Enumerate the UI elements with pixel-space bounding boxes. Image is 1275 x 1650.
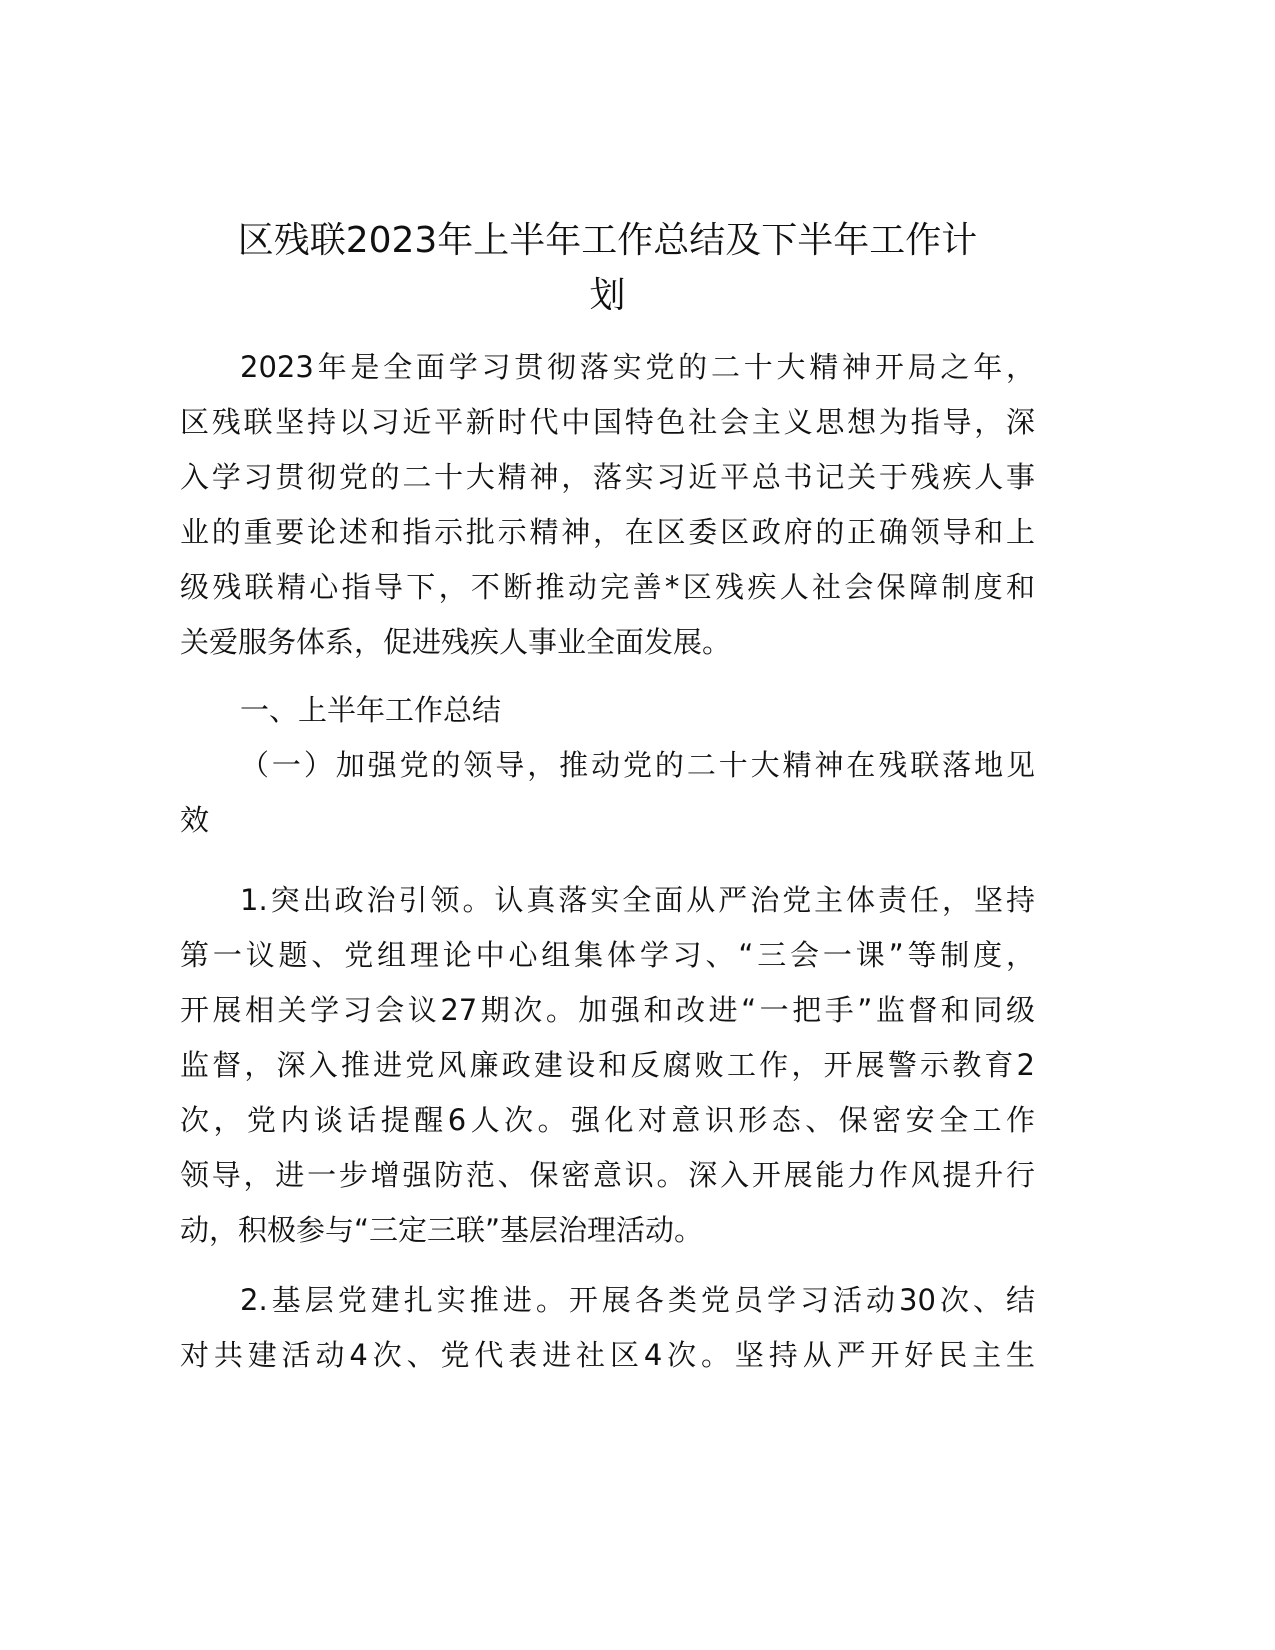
text-line: 入学习贯彻党的二十大精神，落实习近平总书记关于残疾人事: [180, 460, 1035, 494]
text-line: 业的重要论述和指示批示精神，在区委区政府的正确领导和上: [180, 515, 1035, 549]
text-line: 开展相关学习会议27期次。加强和改进“一把手”监督和同级: [180, 993, 1035, 1027]
text-line: 次，党内谈话提醒6人次。强化对意识形态、保密安全工作: [180, 1103, 1035, 1137]
title-line: 区残联2023年上半年工作总结及下半年工作计: [237, 220, 978, 261]
text-line: 动，积极参与“三定三联”基层治理活动。: [180, 1213, 704, 1247]
text-line: 领导，进一步增强防范、保密意识。深入开展能力作风提升行: [180, 1158, 1035, 1192]
text-line: 第一议题、党组理论中心组集体学习、“三会一课”等制度，: [180, 938, 1035, 972]
text-line: 区残联坚持以习近平新时代中国特色社会主义思想为指导，深: [180, 405, 1035, 439]
section-heading: [180, 683, 1035, 738]
text-line: 2023年是全面学习贯彻落实党的二十大精神开局之年，: [240, 350, 1035, 384]
text-line: （一）加强党的领导，推动党的二十大精神在残联落地见: [240, 748, 1035, 782]
text-line: 级残联精心指导下，不断推动完善*区残疾人社会保障制度和: [180, 570, 1035, 604]
text-line: 2.基层党建扎实推进。开展各类党员学习活动30次、结: [240, 1283, 1035, 1317]
intro-paragraph: [180, 340, 1035, 670]
title-line: 划: [589, 275, 626, 316]
item-1-paragraph: [180, 873, 1035, 1258]
text-line: 1.突出政治引领。认真落实全面从严治党主体责任，坚持: [240, 883, 1035, 917]
text-line: 关爱服务体系，促进残疾人事业全面发展。: [180, 625, 732, 659]
item-2-paragraph: [180, 1273, 1035, 1383]
text-line: 对共建活动4次、党代表进社区4次。坚持从严开好民主生: [180, 1338, 1035, 1372]
text-line: 监督，深入推进党风廉政建设和反腐败工作，开展警示教育2: [180, 1048, 1035, 1082]
document-title: [150, 213, 1065, 323]
text-line: 一、上半年工作总结: [240, 693, 502, 727]
subsection-heading: [180, 738, 1035, 848]
text-line: 效: [180, 803, 210, 837]
